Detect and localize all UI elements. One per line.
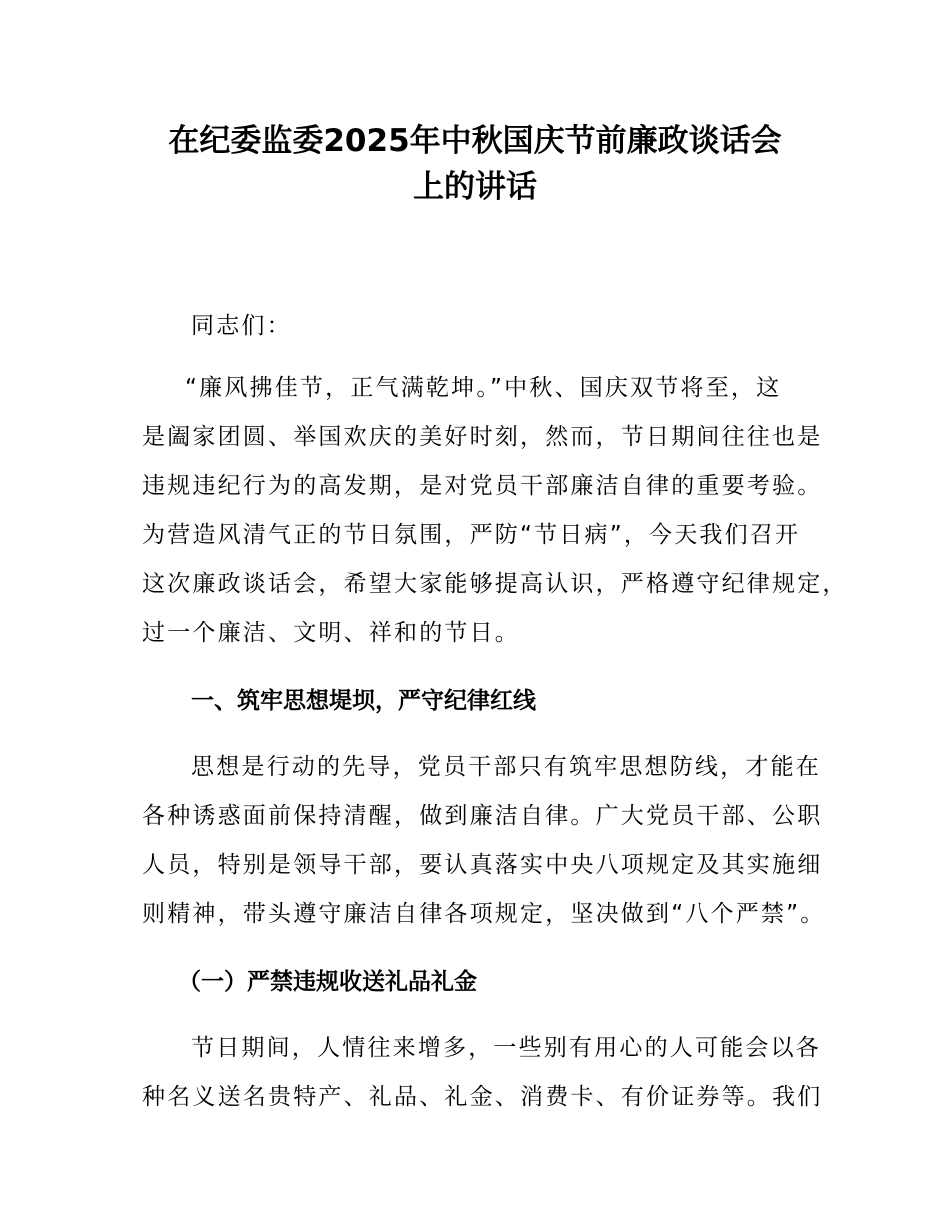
paragraph-line: 违规违纪行为的高发期，是对党员干部廉洁自律的重要考验。 (142, 473, 823, 499)
paragraph-line: 为营造风清气正的节日氛围，严防“节日病”，今天我们召开 (142, 522, 801, 548)
paragraph-line: 种名义送名贵特产、礼品、礼金、消费卡、有价证券等。我们 (142, 1084, 823, 1110)
salutation: 同志们： (191, 313, 292, 339)
paragraph-line: 思想是行动的先导，党员干部只有筑牢思想防线，才能在 (191, 754, 821, 780)
paragraph-line: 过一个廉洁、文明、祥和的节日。 (142, 620, 520, 646)
document-title-line-1: 在纪委监委2025年中秋国庆节前廉政谈话会 (168, 123, 782, 159)
section-heading-1: 一、筑牢思想堤坝，严守纪律红线 (191, 688, 536, 714)
paragraph-line: 人员，特别是领导干部，要认真落实中央八项规定及其实施细 (142, 852, 823, 878)
paragraph-line: 节日期间，人情往来增多，一些别有用心的人可能会以各 (191, 1035, 821, 1061)
subsection-heading-1: （一）严禁违规收送礼品礼金 (178, 969, 477, 995)
paragraph-line: 这次廉政谈话会，希望大家能够提高认识，严格遵守纪律规定， (142, 571, 848, 597)
document-title-line-2: 上的讲话 (413, 169, 537, 205)
paragraph-line: 各种诱惑面前保持清醒，做到廉洁自律。广大党员干部、公职 (142, 803, 823, 829)
paragraph-line: 是阖家团圆、举国欢庆的美好时刻，然而，节日期间往往也是 (142, 424, 823, 450)
paragraph-line: “廉风拂佳节，正气满乾坤。”中秋、国庆双节将至，这 (185, 375, 782, 401)
paragraph-line: 则精神，带头遵守廉洁自律各项规定，坚决做到“八个严禁”。 (142, 901, 826, 927)
